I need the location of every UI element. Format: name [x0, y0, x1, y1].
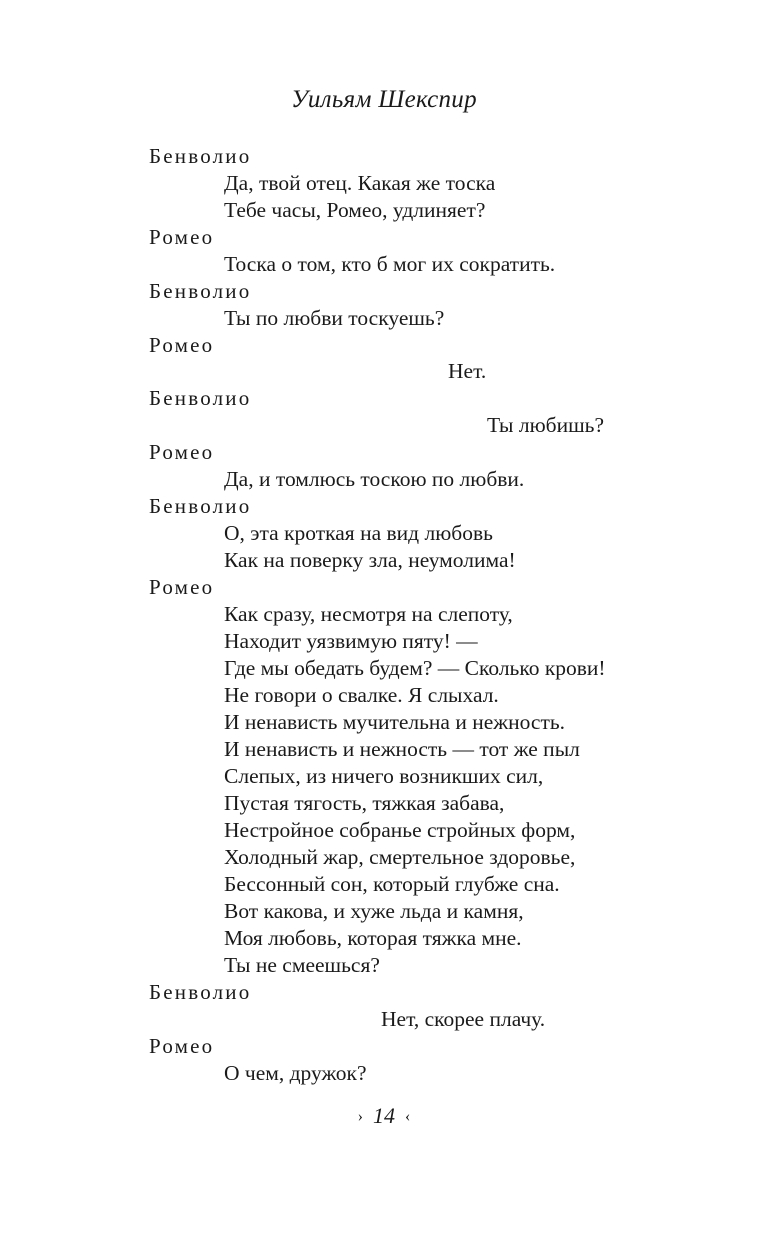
speaker-name: Ромео — [149, 440, 215, 464]
speaker-name: Ромео — [149, 1034, 215, 1058]
verse-line: Холодный жар, смертельное здоровье, — [224, 845, 576, 869]
running-title: Уильям Шекспир — [291, 86, 477, 113]
verse-line: Вот какова, и хуже льда и камня, — [224, 899, 524, 923]
verse-line: Слепых, из ничего возникших сил, — [224, 764, 544, 788]
verse-line: Моя любовь, которая тяжка мне. — [224, 926, 522, 950]
verse-line: Тебе часы, Ромео, удлиняет? — [224, 198, 486, 222]
verse-line: Ты по любви тоскуешь? — [224, 306, 445, 330]
verse-line: Нестройное собранье стройных форм, — [224, 818, 576, 842]
verse-line: Да, и томлюсь тоскою по любви. — [224, 467, 525, 491]
speaker-name: Ромео — [149, 575, 215, 599]
verse-line: И ненависть мучительна и нежность. — [224, 710, 566, 734]
verse-line: Бессонный сон, который глубже сна. — [224, 872, 560, 896]
verse-line: Нет. — [448, 359, 487, 383]
verse-line: Да, твой отец. Какая же тоска — [224, 171, 496, 195]
speaker-name: Бенволио — [149, 144, 252, 168]
verse-line: Ты не смеешься? — [224, 953, 380, 977]
verse-line: Как на поверку зла, неумолима! — [224, 548, 516, 572]
verse-line: Где мы обедать будем? — Сколько крови! — [224, 656, 606, 680]
speaker-name: Бенволио — [149, 279, 252, 303]
speaker-name: Бенволио — [149, 494, 252, 518]
verse-line: Как сразу, несмотря на слепоту, — [224, 602, 513, 626]
speaker-name: Ромео — [149, 225, 215, 249]
verse-line: О, эта кроткая на вид любовь — [224, 521, 493, 545]
verse-line: Не говори о свалке. Я слыхал. — [224, 683, 499, 707]
ornament-left-icon: › — [357, 1108, 363, 1125]
verse-line: Тоска о том, кто б мог их сократить. — [224, 252, 556, 276]
page-footer — [0, 1103, 768, 1129]
verse-line: Находит уязвимую пяту! — — [224, 629, 478, 653]
speaker-name: Бенволио — [149, 980, 252, 1004]
verse-line: Ты любишь? — [487, 413, 605, 437]
verse-line: Пустая тягость, тяжкая забава, — [224, 791, 505, 815]
speaker-name: Ромео — [149, 333, 215, 357]
speaker-name: Бенволио — [149, 386, 252, 410]
ornament-right-icon: ‹ — [405, 1108, 411, 1125]
verse-line: Нет, скорее плачу. — [381, 1007, 546, 1031]
verse-line: И ненависть и нежность — тот же пыл — [224, 737, 580, 761]
verse-line: О чем, дружок? — [224, 1061, 367, 1085]
page-number: 14 — [373, 1103, 395, 1128]
